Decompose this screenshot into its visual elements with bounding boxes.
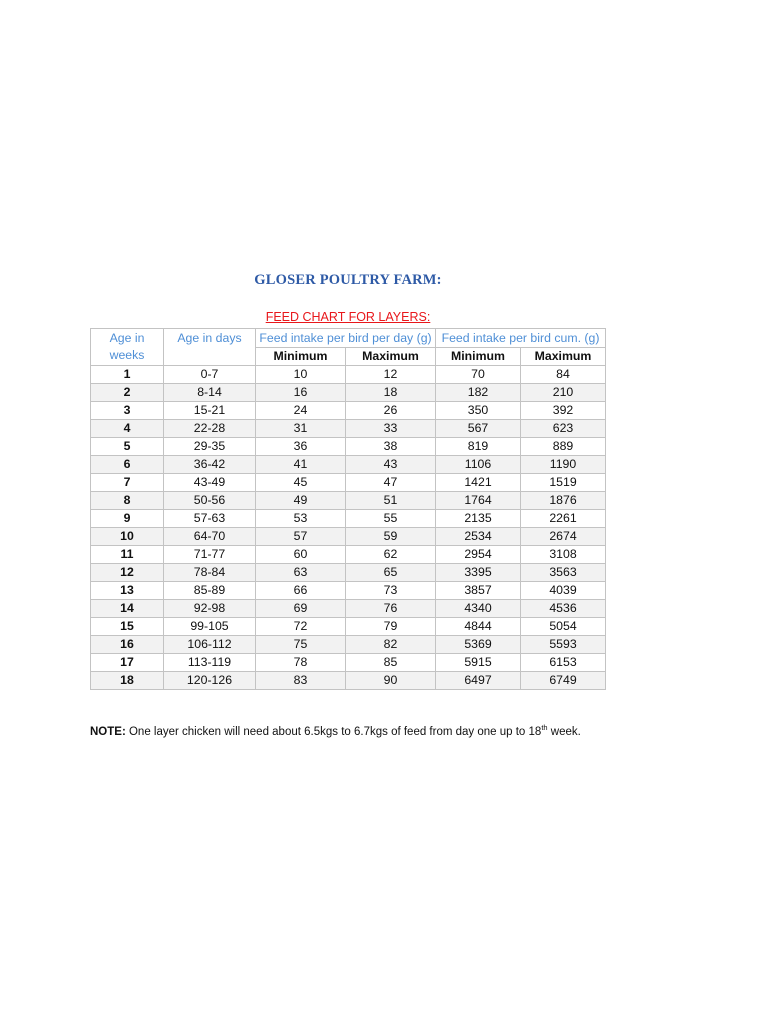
header-per-day: Feed intake per bird per day (g): [256, 329, 436, 348]
cell-per-day-max: 90: [346, 672, 436, 690]
cell-per-day-max: 51: [346, 492, 436, 510]
cell-age-days: 8-14: [164, 384, 256, 402]
cell-cum-min: 182: [436, 384, 521, 402]
cell-age-weeks: 5: [91, 438, 164, 456]
cell-per-day-max: 47: [346, 474, 436, 492]
cell-age-weeks: 13: [91, 582, 164, 600]
cell-per-day-min: 45: [256, 474, 346, 492]
table-row: [91, 600, 606, 618]
cell-age-days: 22-28: [164, 420, 256, 438]
cell-per-day-min: 31: [256, 420, 346, 438]
cell-per-day-max: 79: [346, 618, 436, 636]
cell-cum-max: 5054: [521, 618, 606, 636]
cell-cum-max: 1519: [521, 474, 606, 492]
table-row: [91, 564, 606, 582]
cell-per-day-min: 66: [256, 582, 346, 600]
cell-age-weeks: 7: [91, 474, 164, 492]
cell-cum-min: 350: [436, 402, 521, 420]
cell-age-weeks: 8: [91, 492, 164, 510]
cell-per-day-max: 12: [346, 366, 436, 384]
cell-per-day-min: 78: [256, 654, 346, 672]
cell-cum-max: 2674: [521, 528, 606, 546]
cell-cum-max: 889: [521, 438, 606, 456]
header-age-days: Age in days: [164, 329, 256, 366]
cell-per-day-min: 10: [256, 366, 346, 384]
chart-subtitle: FEED CHART FOR LAYERS:: [265, 310, 431, 324]
cell-cum-max: 623: [521, 420, 606, 438]
cell-age-days: 29-35: [164, 438, 256, 456]
cell-age-days: 36-42: [164, 456, 256, 474]
cell-per-day-min: 41: [256, 456, 346, 474]
cell-age-days: 106-112: [164, 636, 256, 654]
cell-per-day-max: 26: [346, 402, 436, 420]
note-text: One layer chicken will need about 6.5kgs to 6.7kgs of feed from day one up to 18: [125, 726, 542, 738]
table-row: [91, 582, 606, 600]
cell-cum-min: 819: [436, 438, 521, 456]
cell-per-day-min: 53: [256, 510, 346, 528]
cell-age-weeks: 11: [91, 546, 164, 564]
cell-per-day-min: 63: [256, 564, 346, 582]
note-superscript: th: [541, 723, 548, 733]
cell-age-weeks: 18: [91, 672, 164, 690]
feed-chart-table: [90, 328, 606, 690]
cell-age-days: 64-70: [164, 528, 256, 546]
cell-cum-max: 84: [521, 366, 606, 384]
cell-age-weeks: 4: [91, 420, 164, 438]
cell-per-day-max: 59: [346, 528, 436, 546]
cell-per-day-max: 55: [346, 510, 436, 528]
table-row: [91, 636, 606, 654]
cell-per-day-min: 69: [256, 600, 346, 618]
cell-age-days: 43-49: [164, 474, 256, 492]
cell-cum-min: 3857: [436, 582, 521, 600]
cell-per-day-min: 16: [256, 384, 346, 402]
cell-cum-max: 4039: [521, 582, 606, 600]
cell-per-day-min: 60: [256, 546, 346, 564]
cell-per-day-max: 18: [346, 384, 436, 402]
header-cumulative: Feed intake per bird cum. (g): [436, 329, 606, 348]
note-label: NOTE:: [90, 726, 126, 738]
cell-cum-min: 6497: [436, 672, 521, 690]
note-tail: week.: [547, 726, 581, 738]
cell-age-weeks: 6: [91, 456, 164, 474]
cell-cum-max: 5593: [521, 636, 606, 654]
cell-per-day-min: 36: [256, 438, 346, 456]
cell-age-days: 99-105: [164, 618, 256, 636]
table-row: [91, 420, 606, 438]
cell-cum-min: 5369: [436, 636, 521, 654]
cell-age-days: 113-119: [164, 654, 256, 672]
cell-per-day-max: 76: [346, 600, 436, 618]
cell-cum-min: 4844: [436, 618, 521, 636]
cell-age-days: 92-98: [164, 600, 256, 618]
cell-cum-max: 6749: [521, 672, 606, 690]
cell-per-day-max: 65: [346, 564, 436, 582]
cell-per-day-max: 43: [346, 456, 436, 474]
cell-per-day-max: 33: [346, 420, 436, 438]
cell-cum-max: 6153: [521, 654, 606, 672]
table-row: [91, 438, 606, 456]
cell-age-days: 50-56: [164, 492, 256, 510]
cell-per-day-max: 38: [346, 438, 436, 456]
cell-age-days: 71-77: [164, 546, 256, 564]
table-row: [91, 618, 606, 636]
table-row: [91, 654, 606, 672]
cell-age-days: 120-126: [164, 672, 256, 690]
cell-cum-max: 2261: [521, 510, 606, 528]
header-cum-maximum: Maximum: [521, 348, 606, 366]
cell-cum-max: 210: [521, 384, 606, 402]
cell-age-weeks: 17: [91, 654, 164, 672]
cell-cum-min: 3395: [436, 564, 521, 582]
cell-per-day-min: 75: [256, 636, 346, 654]
table-row: [91, 402, 606, 420]
cell-age-days: 85-89: [164, 582, 256, 600]
cell-cum-max: 3563: [521, 564, 606, 582]
table-row: [91, 492, 606, 510]
table-row: [91, 456, 606, 474]
cell-cum-min: 567: [436, 420, 521, 438]
cell-cum-min: 1106: [436, 456, 521, 474]
cell-cum-min: 2135: [436, 510, 521, 528]
table-row: [91, 366, 606, 384]
cell-cum-max: 392: [521, 402, 606, 420]
cell-age-weeks: 2: [91, 384, 164, 402]
cell-age-days: 57-63: [164, 510, 256, 528]
page-title: GLOSER POULTRY FARM:: [254, 272, 442, 288]
cell-per-day-min: 57: [256, 528, 346, 546]
header-per-day-maximum: Maximum: [346, 348, 436, 366]
header-cum-minimum: Minimum: [436, 348, 521, 366]
cell-age-weeks: 14: [91, 600, 164, 618]
cell-cum-max: 3108: [521, 546, 606, 564]
cell-cum-min: 70: [436, 366, 521, 384]
cell-cum-max: 4536: [521, 600, 606, 618]
cell-age-days: 0-7: [164, 366, 256, 384]
cell-age-weeks: 3: [91, 402, 164, 420]
cell-per-day-min: 83: [256, 672, 346, 690]
table-row: [91, 384, 606, 402]
cell-age-weeks: 12: [91, 564, 164, 582]
cell-per-day-max: 62: [346, 546, 436, 564]
cell-cum-max: 1190: [521, 456, 606, 474]
footnote: [90, 723, 581, 738]
cell-cum-min: 2534: [436, 528, 521, 546]
cell-age-weeks: 10: [91, 528, 164, 546]
table-row: [91, 672, 606, 690]
cell-age-weeks: 1: [91, 366, 164, 384]
cell-per-day-max: 85: [346, 654, 436, 672]
header-age-weeks: Age in weeks: [91, 329, 164, 366]
table-row: [91, 528, 606, 546]
cell-per-day-min: 72: [256, 618, 346, 636]
header-per-day-minimum: Minimum: [256, 348, 346, 366]
cell-cum-min: 1421: [436, 474, 521, 492]
cell-age-weeks: 9: [91, 510, 164, 528]
cell-per-day-min: 24: [256, 402, 346, 420]
table-row: [91, 546, 606, 564]
cell-cum-min: 2954: [436, 546, 521, 564]
cell-cum-min: 4340: [436, 600, 521, 618]
cell-age-weeks: 15: [91, 618, 164, 636]
cell-age-weeks: 16: [91, 636, 164, 654]
cell-per-day-max: 82: [346, 636, 436, 654]
cell-per-day-min: 49: [256, 492, 346, 510]
table-row: [91, 474, 606, 492]
cell-age-days: 78-84: [164, 564, 256, 582]
cell-cum-min: 5915: [436, 654, 521, 672]
table-row: [91, 510, 606, 528]
cell-per-day-max: 73: [346, 582, 436, 600]
cell-cum-min: 1764: [436, 492, 521, 510]
feed-table-body: [91, 366, 606, 690]
cell-age-days: 15-21: [164, 402, 256, 420]
cell-cum-max: 1876: [521, 492, 606, 510]
